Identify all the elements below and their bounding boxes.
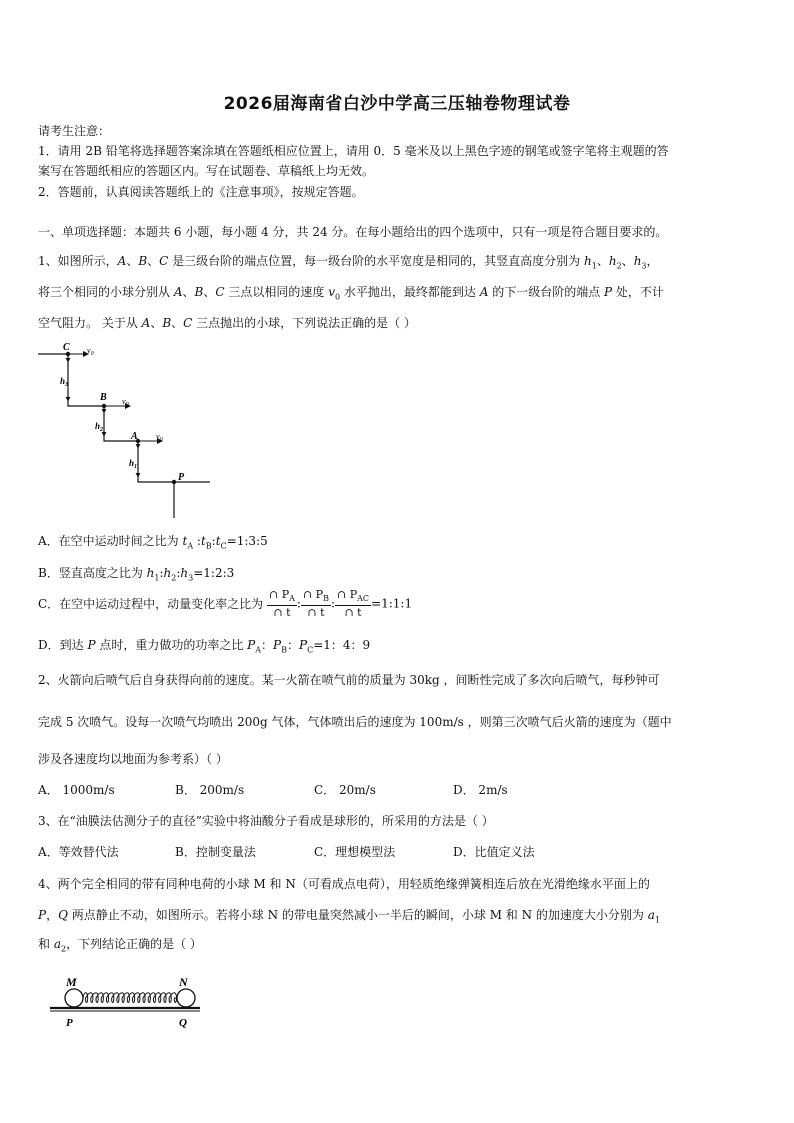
label-q: Q [179,1017,187,1029]
q1-stairs-figure [38,340,218,520]
q3-option-b: B．控制变量法 [175,845,256,859]
label-v0-b: $v_0$ [122,397,129,408]
label-p: P [66,1017,73,1029]
q3-option-c: C．理想模型法 [314,845,396,859]
label-b: B [100,392,107,403]
q4-line-1: 4、两个完全相同的带有同种电荷的小球 M 和 N（可看成点电荷），用轻质绝缘弹簧相连后放在光滑绝缘水平面上的 [38,877,650,891]
notice-heading: 请考生注意： [38,124,111,138]
q1-line-2: 将三个相同的小球分别从 A、B、C 三点以相同的速度 $v_0$ 水平抛出，最终都能到达 A 的下一级台阶的端点 P 处，不计 [38,285,664,302]
q2-line-1: 2、火箭向后喷气后自身获得向前的速度。某一火箭在喷气前的质量为 30kg ，间断性完成了多次向后喷气，每秒钟可 [38,673,660,687]
q1-line-3: 空气阻力。 关于从 A、B、C 三点抛出的小球，下列说法正确的是（ ） [38,316,416,330]
notice-item-1-line-2: 案写在答题纸相应的答题区内。写在试题卷、草稿纸上均无效。 [38,164,375,178]
q1-line-1: 1、如图所示，A、B、C 是三级台阶的端点位置，每一级台阶的水平宽度是相同的，其竖直高度分别为 $h_1$、$h_2$、$h_3$， [38,254,659,271]
label-a: A [131,431,138,442]
section-heading: 一、单项选择题：本题共 6 小题，每小题 4 分，共 24 分。在每小题给出的四个选项中，只有一项是符合题目要求的。 [38,225,668,239]
spring [83,993,177,1003]
notice-item-2: 2．答题前，认真阅读答题纸上的《注意事项》，按规定答题。 [38,185,364,199]
fraction-2: $\frac{\cap P_B}{\cap t}$ [302,588,329,620]
q3-option-d: D．比值定义法 [453,845,535,859]
q2-option-b: B． 200m/s [175,783,245,797]
q1-option-d: D．到达 P 点时，重力做功的功率之比 $P_A$：$P_B$：$P_C=1$：4：9 [38,638,371,655]
q1-option-a: A．在空中运动时间之比为 $t_A$ $:t_B:t_C=1:3:5$ [38,534,268,551]
q2-option-c: C． 20m/s [314,783,376,797]
q1-option-b: B．竖直高度之比为 $h_1:h_2:h_3=1:2:3$ [38,566,235,583]
label-c: C [63,342,70,353]
ball-n [177,989,195,1007]
label-m: M [66,975,77,989]
fraction-1: $\frac{\cap P_A}{\cap t}$ [269,588,295,620]
notice-item-1-line-1: 1．请用 2B 铅笔将选择题答案涂填在答题纸相应位置上，请用 0．5 毫米及以上黑色字迹的钢笔或签字笔将主观题的答 [38,144,669,158]
q2-line-3: 涉及各速度均以地面为参考系）（ ） [38,752,228,766]
label-v0-c: $v_0$ [87,346,94,357]
label-n: N [179,975,188,989]
label-p: P [178,472,185,483]
page-title: 2026届海南省白沙中学高三压轴卷物理试卷 [223,94,571,114]
label-h3: $h_3$ [60,376,69,388]
q1-option-c: C．在空中运动过程中，动量变化率之比为 $\frac{\cap P_A}{\cap t}$ : $\frac{\cap P_B}{\cap t}$ : ∩ $P_{AC}$ ∩ t =1:1:1 [38,588,413,620]
q3-stem: 3、在“油膜法估测分子的直径”实验中将油酸分子看成是球形的，所采用的方法是（ ） [38,814,494,828]
q2-option-a: A． 1000m/s [38,783,115,797]
q4-line-3: 和 $a_2$，下列结论正确的是（ ） [38,937,202,954]
q2-line-2: 完成 5 次喷气。设每一次喷气均喷出 200g 气体，气体喷出后的速度为 100m/s ，则第三次喷气后火箭的速度为（题中 [38,715,672,729]
ball-m [65,989,83,1007]
q4-spring-figure [38,968,218,1030]
label-h1: $h_1$ [129,458,138,470]
label-v0-a: $v_0$ [156,432,163,443]
q4-line-2: P，Q 两点静止不动，如图所示。若将小球 N 的带电量突然减小一半后的瞬间，小球 M 和 N 的加速度大小分别为 $a_1$ [38,908,660,925]
label-h2: $h_2$ [95,421,104,433]
fraction-3: ∩ $P_{AC}$ ∩ t [337,588,370,620]
q3-option-a: A．等效替代法 [38,845,119,859]
point-p [172,480,176,484]
q2-option-d: D． 2m/s [453,783,508,797]
